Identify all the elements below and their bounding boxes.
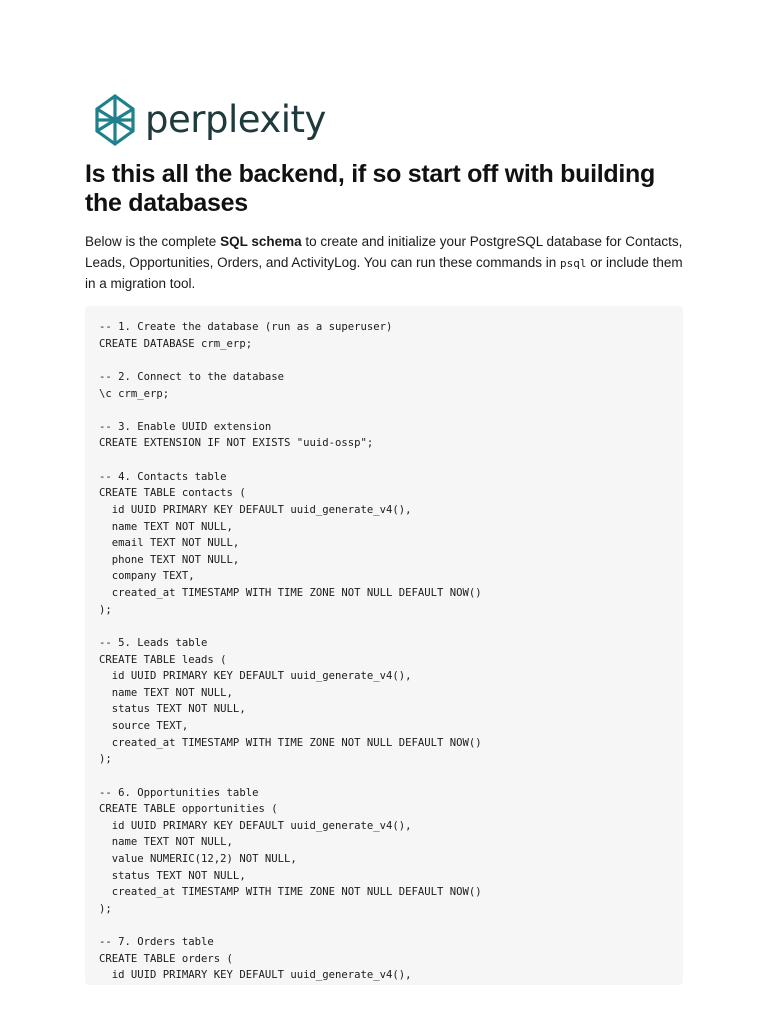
code-line: id UUID PRIMARY KEY DEFAULT uuid_generate_v4(), — [99, 969, 412, 982]
code-line: CREATE TABLE orders ( — [99, 952, 233, 965]
code-line: id UUID PRIMARY KEY DEFAULT uuid_generate_v4(), — [99, 503, 412, 516]
code-line: CREATE TABLE contacts ( — [99, 487, 246, 500]
brand-logo[interactable] — [93, 93, 326, 147]
code-line: id UUID PRIMARY KEY DEFAULT uuid_generate_v4(), — [99, 819, 412, 832]
code-line: ); — [99, 753, 112, 766]
code-line: -- 2. Connect to the database — [99, 370, 284, 383]
code-line: phone TEXT NOT NULL, — [99, 553, 240, 566]
code-line: -- 4. Contacts table — [99, 470, 227, 483]
brand-wordmark: perplexity — [145, 98, 326, 141]
code-line: name TEXT NOT NULL, — [99, 520, 233, 533]
code-line: ); — [99, 902, 112, 915]
code-line: status TEXT NOT NULL, — [99, 703, 246, 716]
perplexity-logo-icon — [93, 93, 137, 147]
sql-code[interactable] — [85, 306, 683, 984]
code-line: value NUMERIC(12,2) NOT NULL, — [99, 853, 297, 865]
code-line: name TEXT NOT NULL, — [99, 686, 233, 699]
code-line: -- 7. Orders table — [99, 936, 214, 949]
inline-code-psql: psql — [560, 256, 587, 270]
code-line: -- 6. Opportunities table — [99, 786, 259, 799]
code-line: -- 5. Leads table — [99, 636, 208, 649]
code-line: created_at TIMESTAMP WITH TIME ZONE NOT NULL DEFAULT NOW() — [99, 587, 482, 599]
code-line: CREATE EXTENSION IF NOT EXISTS "uuid-ossp"; — [99, 437, 374, 450]
code-line: created_at TIMESTAMP WITH TIME ZONE NOT NULL DEFAULT NOW() — [99, 736, 482, 749]
code-line: CREATE TABLE leads ( — [99, 653, 227, 666]
code-line: email TEXT NOT NULL, — [99, 537, 240, 550]
page-title: Is this all the backend, if so start off with building the databases — [85, 160, 655, 217]
code-line: ); — [99, 603, 112, 616]
code-line: -- 3. Enable UUID extension — [99, 420, 272, 433]
intro-bold-text: SQL schema — [220, 234, 302, 249]
code-line: company TEXT, — [99, 570, 195, 583]
sql-code-block[interactable] — [85, 306, 683, 985]
intro-paragraph — [85, 232, 685, 295]
code-line: created_at TIMESTAMP WITH TIME ZONE NOT NULL DEFAULT NOW() — [99, 886, 482, 899]
code-line: CREATE DATABASE crm_erp; — [99, 337, 253, 350]
code-line: name TEXT NOT NULL, — [99, 836, 233, 849]
code-line: \c crm_erp; — [99, 387, 170, 400]
code-line: id UUID PRIMARY KEY DEFAULT uuid_generate_v4(), — [99, 670, 412, 683]
intro-text-end: or include them in a migration tool. — [85, 254, 683, 291]
code-line: -- 1. Create the database (run as a superuser) — [99, 321, 393, 333]
code-line: status TEXT NOT NULL, — [99, 869, 246, 882]
intro-text-start: Below is the complete — [85, 234, 221, 249]
code-line: CREATE TABLE opportunities ( — [99, 803, 278, 816]
code-line: source TEXT, — [99, 720, 189, 732]
intro-text-middle: to create and initialize your PostgreSQL database for Contacts, Leads, Opportunities, Orders, and ActivityLog. You can run these commands in — [85, 234, 683, 270]
